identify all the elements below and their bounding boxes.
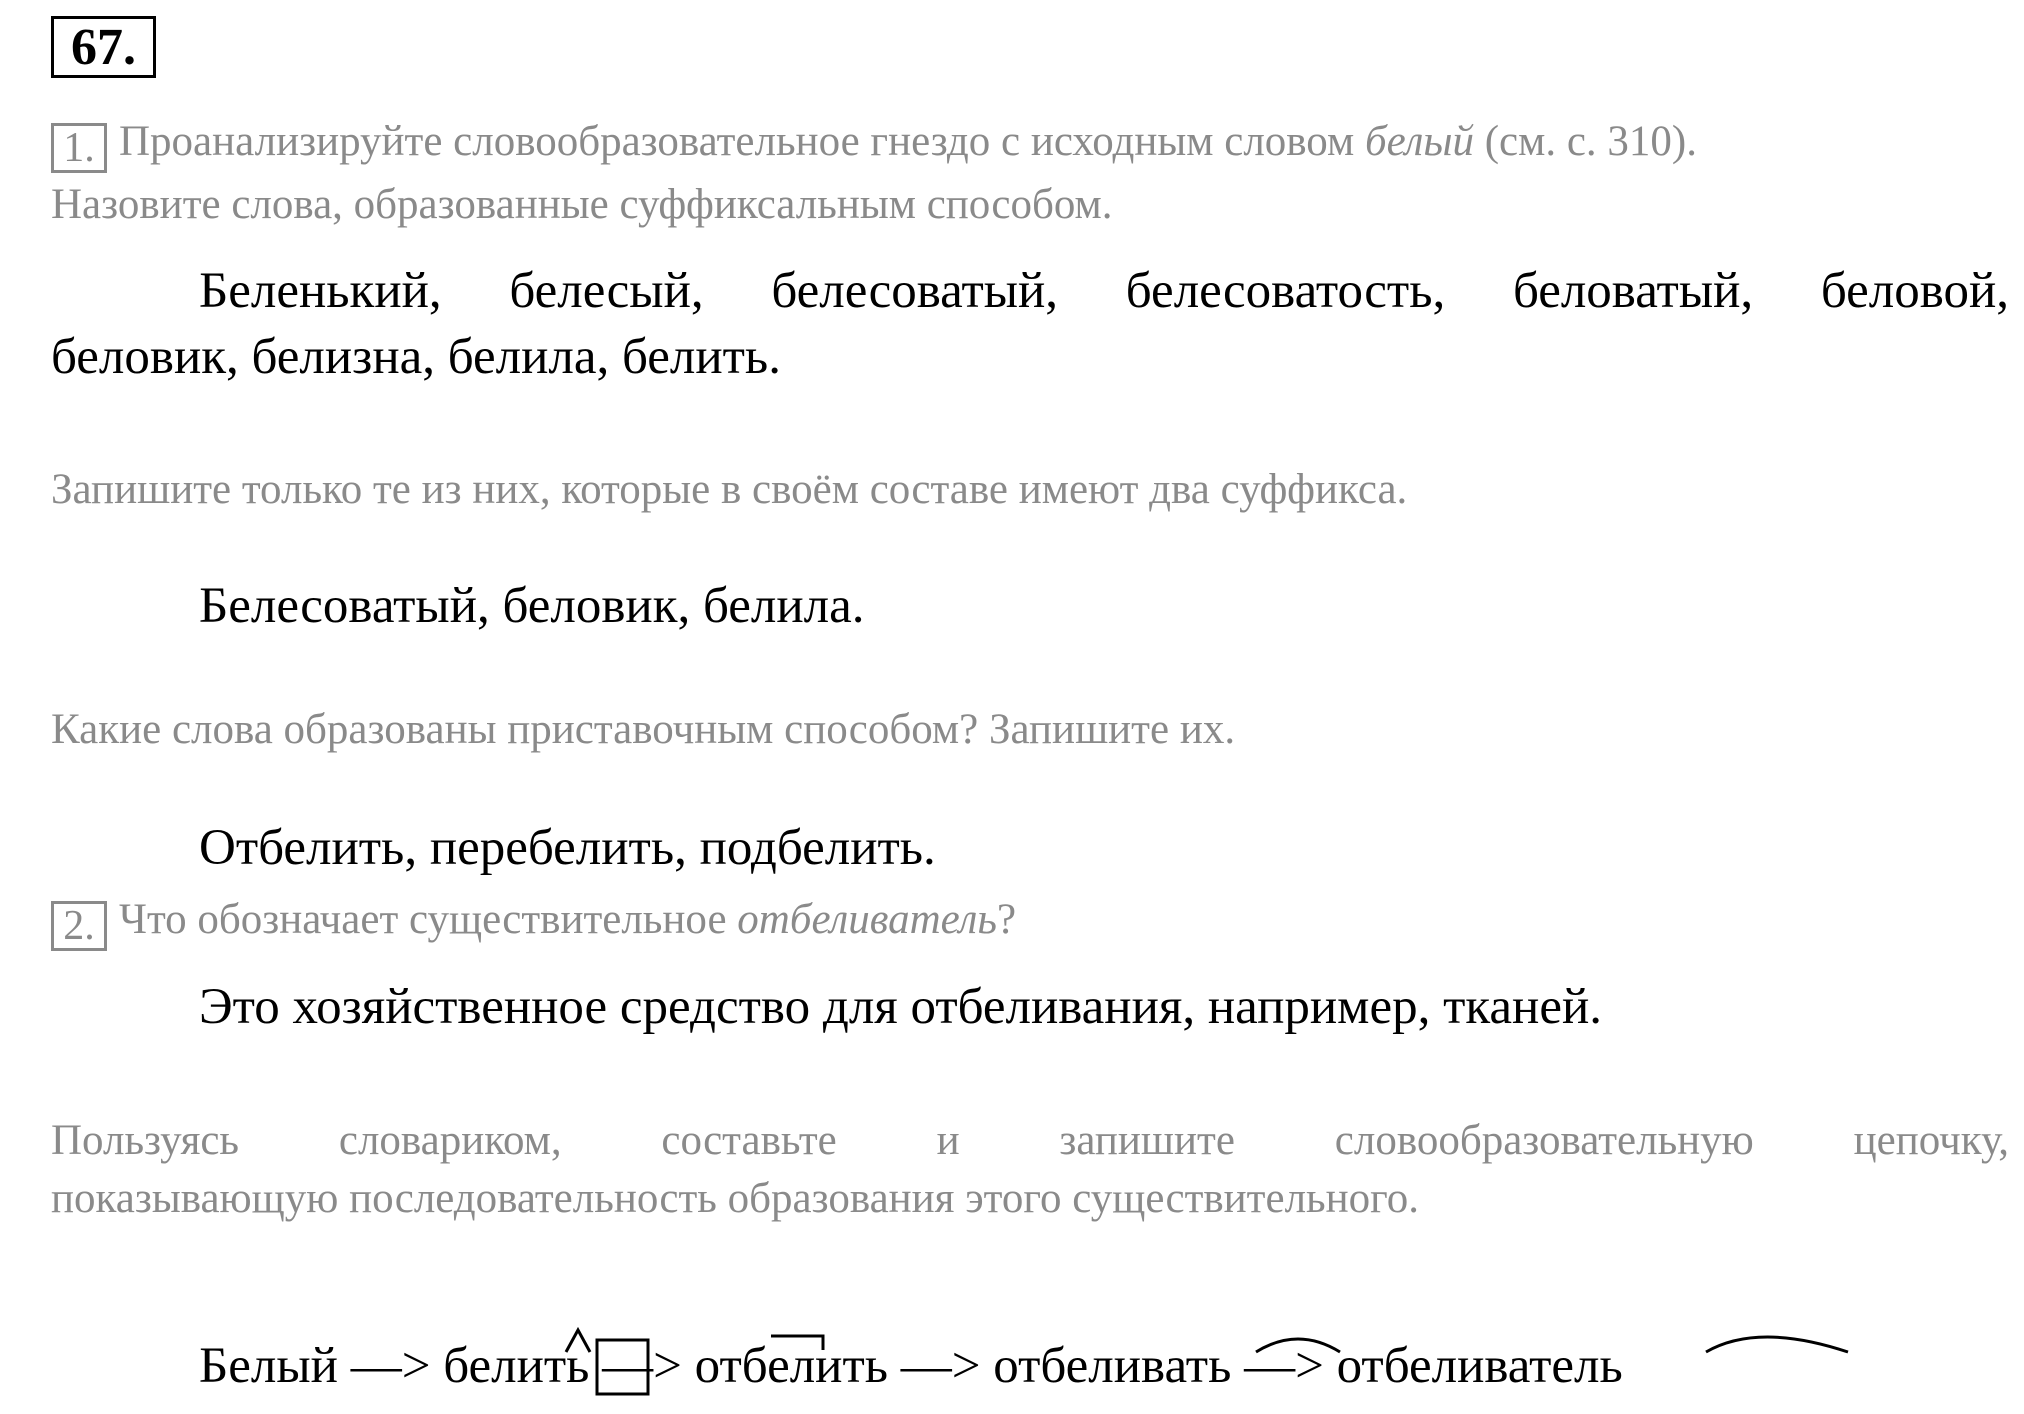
- chain-word-belit-ending: ть: [543, 1338, 590, 1394]
- chain-word-otbelit-rest: белить: [741, 1338, 888, 1394]
- task2-answer1: Это хозяйственное средство для отбеливания, например, тканей.: [199, 979, 1602, 1035]
- task2-q1-text: Что обозначает существительное: [119, 896, 738, 943]
- task1-question2: Запишите только те из них, которые в своём составе имеют два суффикса.: [51, 466, 1408, 513]
- task1-question3: Какие слова образованы приставочным способом? Запишите их.: [51, 706, 1236, 753]
- task2-q1-italic-word: отбеливатель: [737, 896, 997, 943]
- chain-word-otbelivat-ending: ть: [1185, 1338, 1232, 1394]
- task1-answer1-line2: беловик, белизна, белила, белить.: [51, 329, 781, 385]
- exercise-number: 67.: [51, 16, 156, 78]
- svg-text:Белый —> белить —> отбелить —>: [199, 1338, 1623, 1394]
- task2-label: 2.: [51, 901, 107, 951]
- chain-word-otbelit-prefix: от: [694, 1338, 742, 1394]
- task1-question-line2: Назовите слова, образованные суффиксальным способом.: [51, 181, 1113, 228]
- task1-answer3: Отбелить, перебелить, подбелить.: [199, 820, 936, 876]
- chain-arrow-1: —>: [337, 1338, 444, 1394]
- chain-arrow-3: —>: [888, 1338, 994, 1394]
- task2-question2-line1: Пользуясь словариком, составьте и запишите словообразовательную цепочку,: [51, 1117, 2009, 1164]
- chain-word-otbelivat-suffix: ива: [1113, 1338, 1186, 1394]
- chain-word-otbelivat-start: отбел: [993, 1338, 1114, 1394]
- task1-q1-ref: (см. с. 310).: [1473, 118, 1697, 165]
- chain-word-belyi: Белый: [199, 1338, 338, 1394]
- task1-q1-italic-word: белый: [1364, 118, 1474, 165]
- chain-word-otbelivatel-start: отбелива: [1336, 1338, 1530, 1394]
- suffix-mark-otbelivatel: [1706, 1337, 1848, 1352]
- task1-q1-text: Проанализируйте словообразовательное гнездо с исходным словом: [119, 118, 1365, 165]
- task1-label: 1.: [51, 123, 107, 173]
- task1-answer1-line1: Беленький, белесый, белесоватый, белесоватость, беловатый, беловой,: [199, 263, 2009, 319]
- task2-q1-end: ?: [997, 896, 1017, 943]
- chain-arrow-2: —>: [589, 1338, 695, 1394]
- chain-word-otbelivatel-suffix: тель: [1529, 1338, 1623, 1394]
- task2-question2-line2: показывающую последовательность образования этого существительного.: [51, 1175, 1419, 1222]
- task1-answer2: Белесоватый, беловик, белила.: [199, 578, 865, 634]
- chain-arrow-4: —>: [1231, 1338, 1337, 1394]
- chain-word-belit-stem: бели: [443, 1338, 544, 1394]
